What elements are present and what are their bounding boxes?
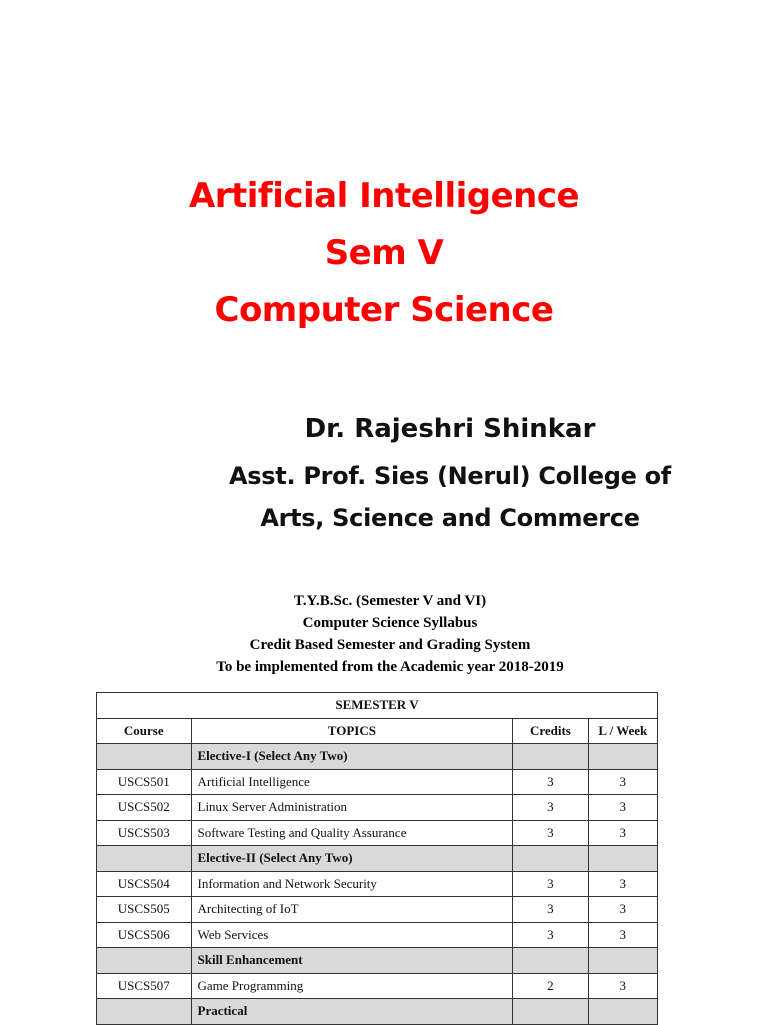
cell-credits <box>513 846 588 872</box>
cell-topic: Game Programming <box>191 973 513 999</box>
cell-course <box>97 744 192 770</box>
header-week: L / Week <box>588 718 657 744</box>
cell-topic: Software Testing and Quality Assurance <box>191 820 513 846</box>
cell-topic: Skill Enhancement <box>191 948 513 974</box>
cell-course: USCS505 <box>97 897 192 923</box>
cell-topic: Web Services <box>191 922 513 948</box>
cell-course: USCS507 <box>97 973 192 999</box>
slide-title <box>0 168 768 339</box>
header-credits: Credits <box>513 718 588 744</box>
table-row <box>97 769 658 795</box>
cell-topic: Architecting of IoT <box>191 897 513 923</box>
cell-course: USCS506 <box>97 922 192 948</box>
cell-credits <box>513 948 588 974</box>
syllabus-heading <box>160 590 620 678</box>
cell-topic: Linux Server Administration <box>191 795 513 821</box>
cell-course <box>97 846 192 872</box>
cell-course <box>97 999 192 1025</box>
author-affiliation-line1: Asst. Prof. Sies (Nerul) College of <box>229 462 671 490</box>
cell-credits: 3 <box>513 871 588 897</box>
cell-week: 3 <box>588 897 657 923</box>
cell-week: 3 <box>588 871 657 897</box>
cell-credits: 2 <box>513 973 588 999</box>
cell-course <box>97 948 192 974</box>
cell-course: USCS502 <box>97 795 192 821</box>
table-row <box>97 820 658 846</box>
cell-week <box>588 948 657 974</box>
cell-week: 3 <box>588 973 657 999</box>
syllabus-line-1: T.Y.B.Sc. (Semester V and VI) <box>293 593 487 609</box>
cell-topic: Practical <box>191 999 513 1025</box>
cell-topic: Information and Network Security <box>191 871 513 897</box>
syllabus-line-4: To be implemented from the Academic year 2018-2019 <box>216 659 564 675</box>
cell-credits <box>513 999 588 1025</box>
cell-credits: 3 <box>513 922 588 948</box>
cell-week: 3 <box>588 795 657 821</box>
table-group-row <box>97 999 658 1025</box>
cell-week <box>588 744 657 770</box>
table-row <box>97 795 658 821</box>
title-line-semester: Sem V <box>324 233 444 273</box>
cell-topic: Elective-II (Select Any Two) <box>191 846 513 872</box>
table-body <box>97 744 658 1025</box>
cell-credits: 3 <box>513 795 588 821</box>
table-row <box>97 922 658 948</box>
cell-credits: 3 <box>513 897 588 923</box>
cell-course: USCS501 <box>97 769 192 795</box>
cell-week: 3 <box>588 922 657 948</box>
cell-course: USCS503 <box>97 820 192 846</box>
author-name: Dr. Rajeshri Shinkar <box>304 414 596 444</box>
syllabus-line-3: Credit Based Semester and Grading System <box>249 637 531 653</box>
table-row <box>97 973 658 999</box>
author-affiliation-line2: Arts, Science and Commerce <box>260 504 640 532</box>
table-group-row <box>97 846 658 872</box>
cell-credits <box>513 744 588 770</box>
table-group-row <box>97 744 658 770</box>
title-line-subject: Artificial Intelligence <box>188 176 580 216</box>
cell-topic: Elective-I (Select Any Two) <box>191 744 513 770</box>
header-course: Course <box>97 718 192 744</box>
table-group-row <box>97 948 658 974</box>
cell-credits: 3 <box>513 769 588 795</box>
syllabus-line-2: Computer Science Syllabus <box>302 615 478 631</box>
table-row <box>97 897 658 923</box>
cell-topic: Artificial Intelligence <box>191 769 513 795</box>
cell-course: USCS504 <box>97 871 192 897</box>
semester-heading: SEMESTER V <box>97 693 658 719</box>
cell-week <box>588 846 657 872</box>
cell-week <box>588 999 657 1025</box>
cell-credits: 3 <box>513 820 588 846</box>
header-topics: TOPICS <box>191 718 513 744</box>
table-row <box>97 871 658 897</box>
cell-week: 3 <box>588 820 657 846</box>
cell-week: 3 <box>588 769 657 795</box>
title-line-department: Computer Science <box>214 290 554 330</box>
semester-table <box>96 692 658 1025</box>
